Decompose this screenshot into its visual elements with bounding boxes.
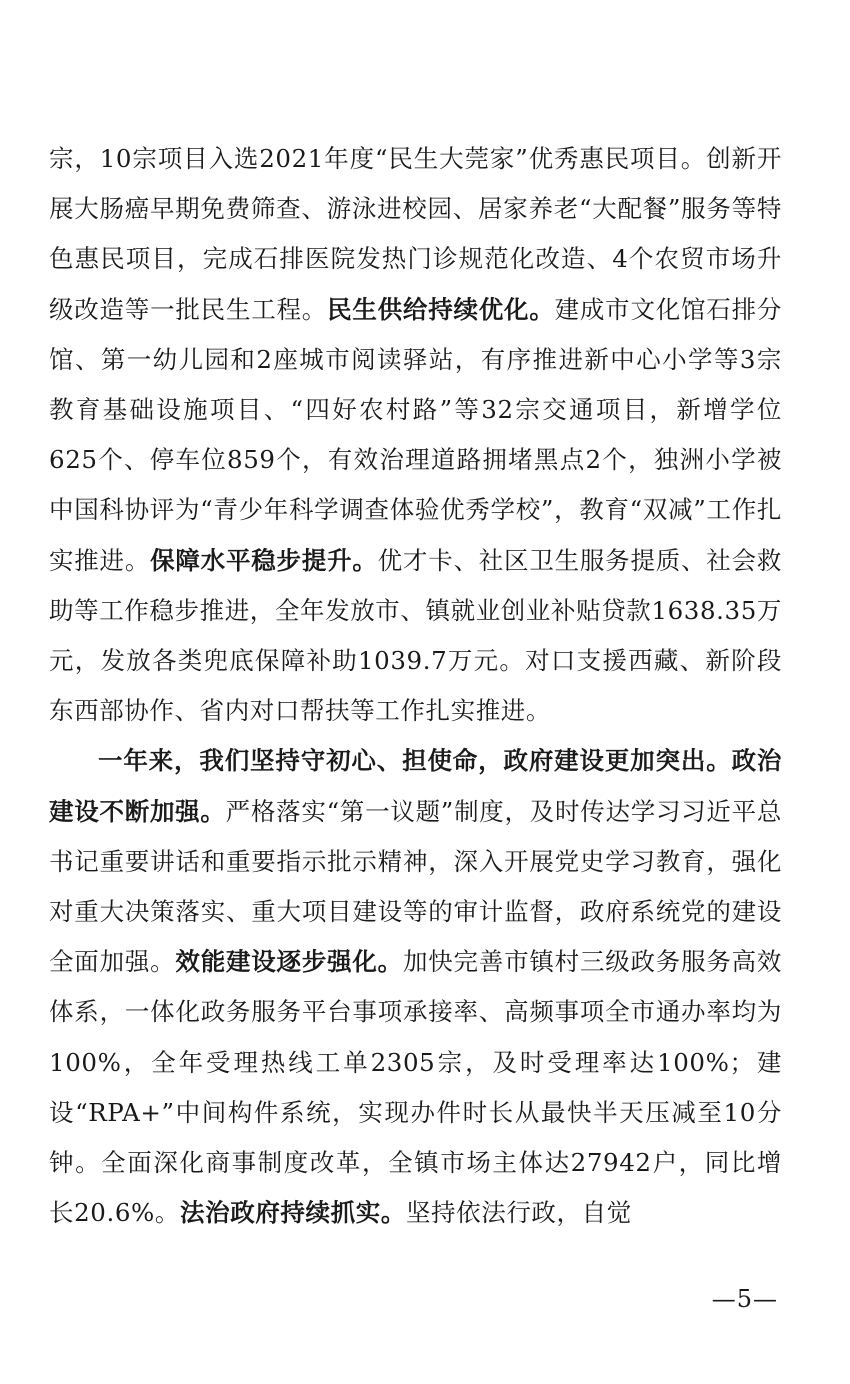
paragraph-1-run-3: 建成市文化馆石排分馆、第一幼儿园和2座城市阅读驿站，有序推进新中心小学等3宗教育基础设施项目、“四好农村路”等32宗交通项目，新增学位625个、停车位859个，有效治理道路拥堵黑点2个，独洲小学被中国科协评为“青少年科学调查体验优秀学校”，教育“双减”工作扎实推进。 <box>49 294 782 575</box>
paragraph-1 <box>49 134 782 736</box>
paragraph-2-run-3: 严格落实“第一议题”制度，及时传达学习习近平总书记重要讲话和重要指示批示精神，深入开展党史学习教育，强化对重大决策落实、重大项目建设等的审计监督，政府系统党的建设全面加强。 <box>49 796 782 977</box>
paragraph-2-heading-political-building: 政治建设不断加强。 <box>49 746 783 826</box>
paragraph-2-heading-rule-of-law: 法治政府持续抓实。 <box>180 1198 406 1228</box>
paragraph-2 <box>49 736 782 1238</box>
body-text <box>49 134 782 1238</box>
page-number: —5— <box>711 1285 778 1313</box>
paragraph-2-heading-efficiency-building: 效能建设逐步强化。 <box>175 947 403 977</box>
paragraph-1-run-5: 优才卡、社区卫生服务提质、社会救助等工作稳步推进，全年发放市、镇就业创业补贴贷款1638.35万元，发放各类兜底保障补助1039.7万元。对口支援西藏、新阶段东西部协作、省内对口帮扶等工作扎实推进。 <box>49 545 783 726</box>
paragraph-1-heading-livelihood-supply: 民生供给持续优化。 <box>327 294 555 324</box>
paragraph-2-run-5: 加快完善市镇村三级政务服务高效体系，一体化政务服务平台事项承接率、高频事项全市通办率均为100%，全年受理热线工单2305宗，及时受理率达100%；建设“RPA+”中间构件系统，实现办件时长从最快半天压减至10分钟。全面深化商事制度改革，全镇市场主体达27942户，同比增长20.6%。 <box>49 947 783 1228</box>
paragraph-1-run-1: 宗，10宗项目入选2021年度“民生大莞家”优秀惠民项目。创新开展大肠癌早期免费筛查、游泳进校园、居家养老“大配餐”服务等特色惠民项目，完成石排医院发热门诊规范化改造、4个农贸市场升级改造等一批民生工程。 <box>49 144 782 324</box>
paragraph-2-run-7: 坚持依法行政，自觉 <box>405 1198 632 1228</box>
paragraph-1-heading-security-level: 保障水平稳步提升。 <box>150 545 378 575</box>
paragraph-2-lead-sentence: 一年来，我们坚持守初心、担使命，政府建设更加突出。 <box>98 746 732 776</box>
